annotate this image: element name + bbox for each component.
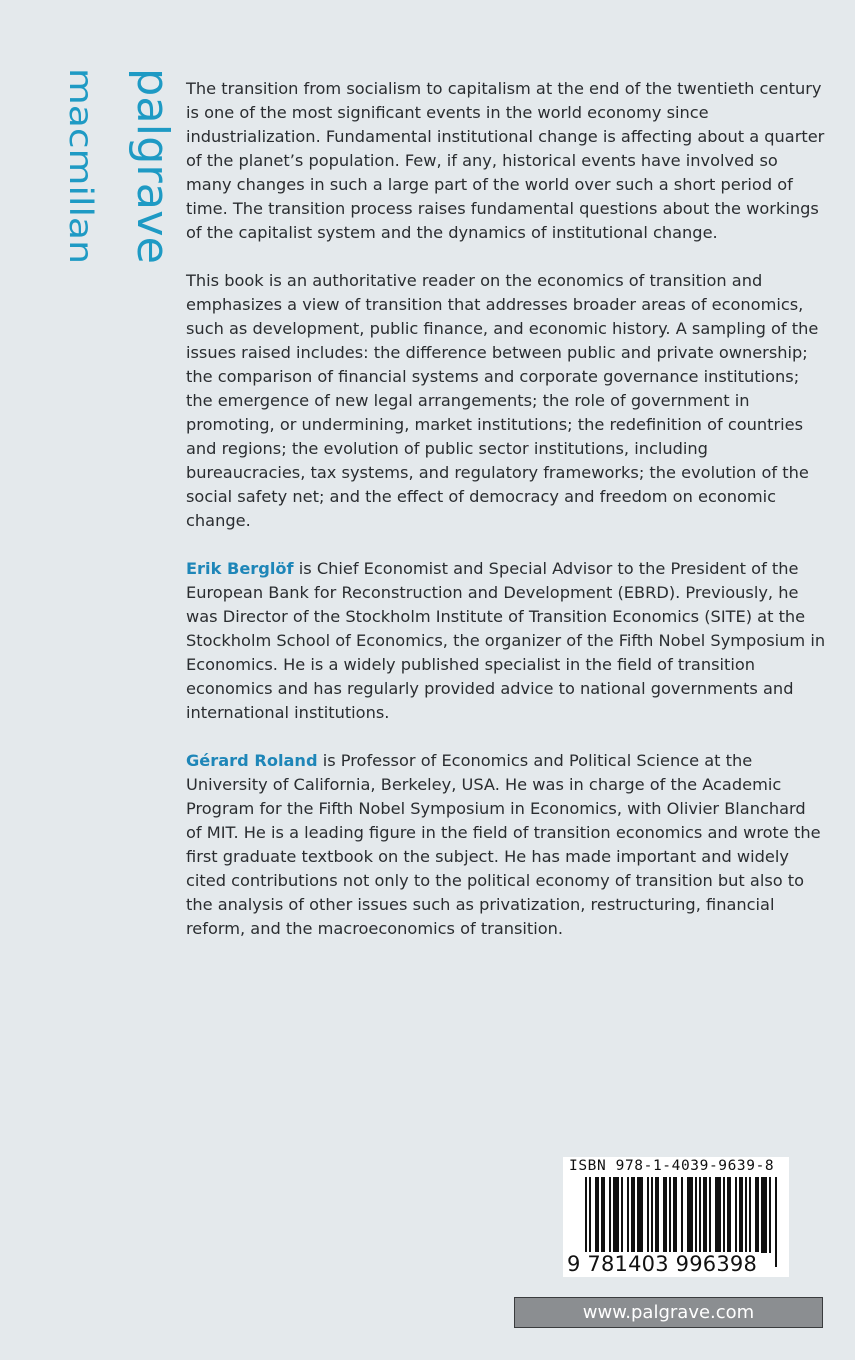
barcode-bar xyxy=(669,1177,671,1253)
barcode-bar xyxy=(729,1177,731,1253)
barcode-bar xyxy=(715,1177,717,1253)
book-description-paragraph: This book is an authoritative reader on the economics of transition and emphasizes a view of transition that addresses broader areas of economics, such as development, public finance, and economic history. A sampling of the issues raised includes: the difference between public and private ownership; the comparison of financial systems and corporate governance institutions; the emergence of new legal arrangements; the role of government in promoting, or undermining, market institutions; the redefinition of countries and regions; the evolution of public sector institutions, including bureaucracies, tax systems, and regulatory frameworks; the evolution of the social safety net; and the effect of democracy and freedom on economic change. xyxy=(186,271,819,530)
isbn-label: ISBN 978-1-4039-9639-8 xyxy=(569,1158,775,1174)
author-name: Erik Berglöf xyxy=(186,559,294,578)
barcode-bar xyxy=(709,1177,711,1253)
barcode-bar xyxy=(595,1177,597,1253)
barcode-bar xyxy=(633,1177,635,1253)
barcode-bar xyxy=(755,1177,757,1253)
barcode-bar xyxy=(675,1177,677,1253)
author-bio-text: is Chief Economist and Special Advisor to the President of the European Bank for Reconstruction and Development (EBRD). Previously, he was Director of the Stockholm Institute of Transition Economics (SITE) at the Stockholm School of Economics, the organizer of the Fifth Nobel Symposium in Economics. He is a widely published specialist in the field of transition economics and has regularly provided advice to national governments and international institutions. xyxy=(186,559,826,722)
barcode-bar xyxy=(621,1177,623,1253)
barcode-bar xyxy=(741,1177,743,1253)
barcode-bar xyxy=(613,1177,615,1253)
barcode-bar xyxy=(749,1177,751,1253)
barcode-bar xyxy=(761,1177,763,1253)
barcode-bar xyxy=(655,1177,657,1253)
barcode-bar xyxy=(719,1177,721,1253)
barcode-bar xyxy=(757,1177,759,1253)
barcode-bar xyxy=(597,1177,599,1253)
barcode-bar xyxy=(717,1177,719,1253)
barcode-bar xyxy=(627,1177,629,1253)
barcode-bar xyxy=(769,1177,771,1253)
barcode-bar xyxy=(663,1177,665,1253)
barcode-bar xyxy=(689,1177,691,1253)
barcode-bar xyxy=(745,1177,747,1253)
barcode-bar xyxy=(739,1177,741,1253)
isbn-barcode xyxy=(563,1157,789,1277)
barcode-bar xyxy=(617,1177,619,1253)
publisher-brand-palgrave: palgrave xyxy=(127,68,178,262)
barcode-bar xyxy=(705,1177,707,1253)
author-bio-roland xyxy=(186,749,826,941)
barcode-bar xyxy=(651,1177,653,1253)
barcode-bar xyxy=(609,1177,611,1253)
barcode-bar xyxy=(699,1177,701,1253)
barcode-bar xyxy=(727,1177,729,1253)
barcode-bar xyxy=(631,1177,633,1253)
author-bio-text: is Professor of Economics and Political Science at the University of California, Berkeley, USA. He was in charge of the Academic Program for the Fifth Nobel Symposium in Economics, with Olivier Blanchard of MIT. He is a leading figure in the field of transition economics and wrote the first graduate textbook on the subject. He has made important and widely cited contributions not only to the political economy of transition but also to the analysis of other issues such as privatization, restructuring, financial reform, and the macroeconomics of transition. xyxy=(186,751,821,938)
publisher-website: www.palgrave.com xyxy=(514,1297,823,1328)
author-bio-berglof xyxy=(186,557,826,725)
barcode-bar xyxy=(695,1177,697,1253)
barcode-bar xyxy=(691,1177,693,1253)
barcode-bar xyxy=(601,1177,603,1253)
barcode-bar xyxy=(603,1177,605,1253)
barcode-bar xyxy=(673,1177,675,1253)
barcode-bar xyxy=(657,1177,659,1253)
intro-paragraph: The transition from socialism to capitalism at the end of the twentieth century is one of the most significant events in the world economy since industrialization. Fundamental institutional change is affecting about a quarter of the planet’s population. Few, if any, historical events have involved so many changes in such a large part of the world over such a short period of time. The transition process raises fundamental questions about the workings of the capitalist system and the dynamics of institutional change. xyxy=(186,79,825,242)
publisher-brand-macmillan: macmillan xyxy=(62,68,100,235)
ean-digits: 9 781403 996398 xyxy=(567,1252,758,1276)
barcode-bar xyxy=(763,1177,765,1253)
barcode-bar xyxy=(723,1177,725,1253)
barcode-bar xyxy=(775,1177,777,1267)
barcode-bar xyxy=(735,1177,737,1253)
author-name: Gérard Roland xyxy=(186,751,318,770)
barcode-bar xyxy=(765,1177,767,1253)
barcode-bar xyxy=(641,1177,643,1253)
barcode-bar xyxy=(647,1177,649,1253)
barcode-bar xyxy=(639,1177,641,1253)
publisher-logo xyxy=(62,68,178,268)
back-cover-text xyxy=(186,77,826,965)
barcode-bar xyxy=(687,1177,689,1253)
barcode-bar xyxy=(665,1177,667,1253)
barcode-bar xyxy=(637,1177,639,1253)
barcode-bar xyxy=(615,1177,617,1253)
barcode-bar xyxy=(703,1177,705,1253)
